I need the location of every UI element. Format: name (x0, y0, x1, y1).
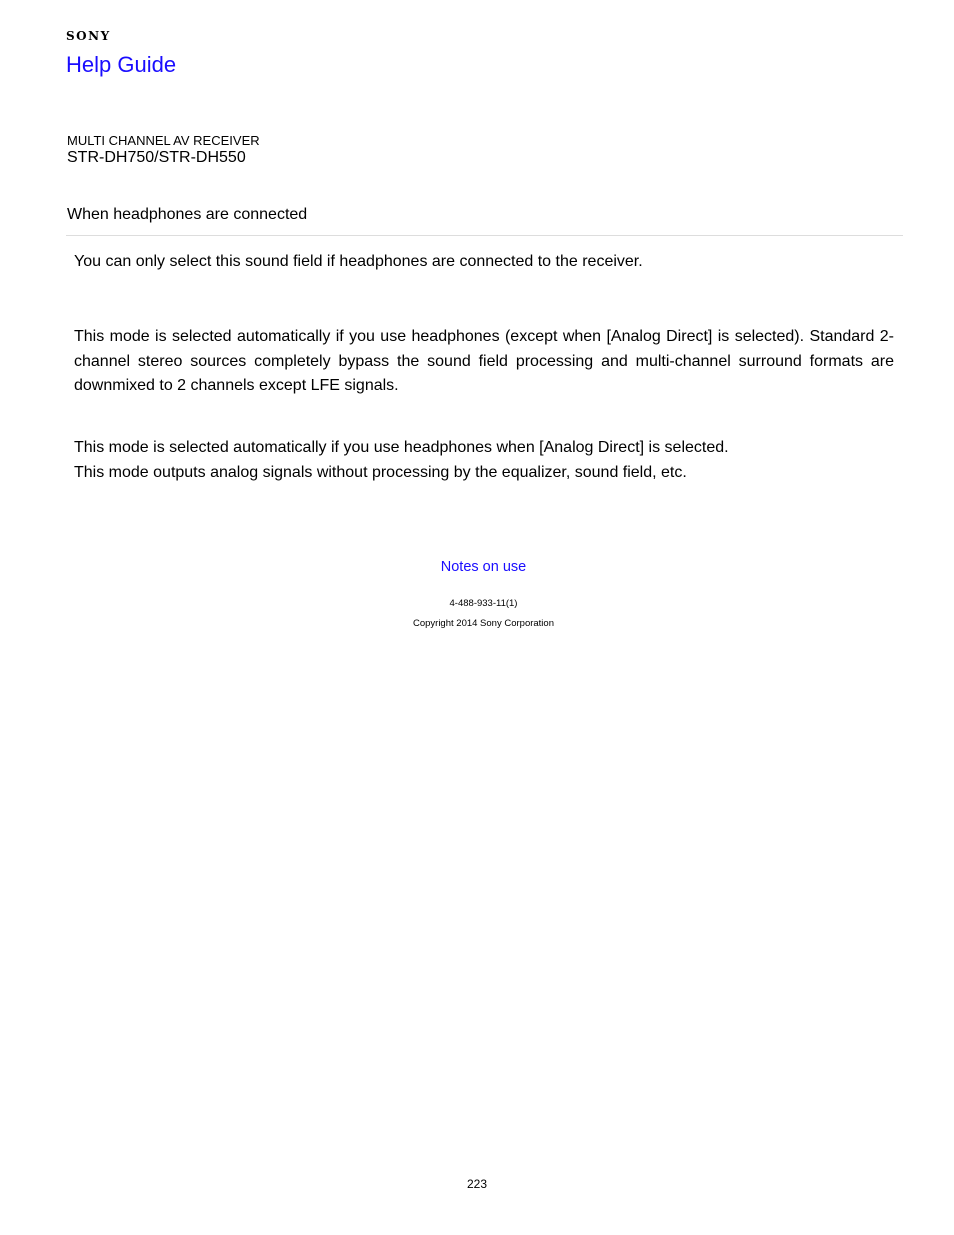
headphone-direct-line-2: This mode outputs analog signals without processing by the equalizer, sound field, etc. (74, 463, 687, 481)
headphone-direct-paragraph (74, 436, 894, 485)
headphone-direct-line-1: This mode is selected automatically if you use headphones when [Analog Direct] is selected. (74, 439, 729, 456)
copyright: Copyright 2014 Sony Corporation (412, 618, 554, 629)
product-category: MULTI CHANNEL AV RECEIVER (67, 133, 260, 148)
notes-on-use-link[interactable]: Notes on use (440, 559, 527, 575)
help-guide-link[interactable]: Help Guide (66, 52, 177, 77)
intro-paragraph: You can only select this sound field if headphones are connected to the receiver. (74, 253, 643, 270)
page-number: 223 (466, 1177, 488, 1191)
document-number: 4-488-933-11(1) (449, 598, 518, 609)
page-title: When headphones are connected (67, 206, 308, 223)
sony-logo: SONY (66, 29, 111, 43)
headphone-stereo-paragraph: This mode is selected automatically if you use headphones (except when [Analog Direct] is selected). Standard 2-channel stereo sources completely bypass the sound field processing and multi-channel surround formats are downmixed to 2 channels except LFE signals. (74, 328, 894, 394)
title-divider (66, 235, 903, 236)
model-name: STR-DH750/STR-DH550 (67, 149, 246, 166)
